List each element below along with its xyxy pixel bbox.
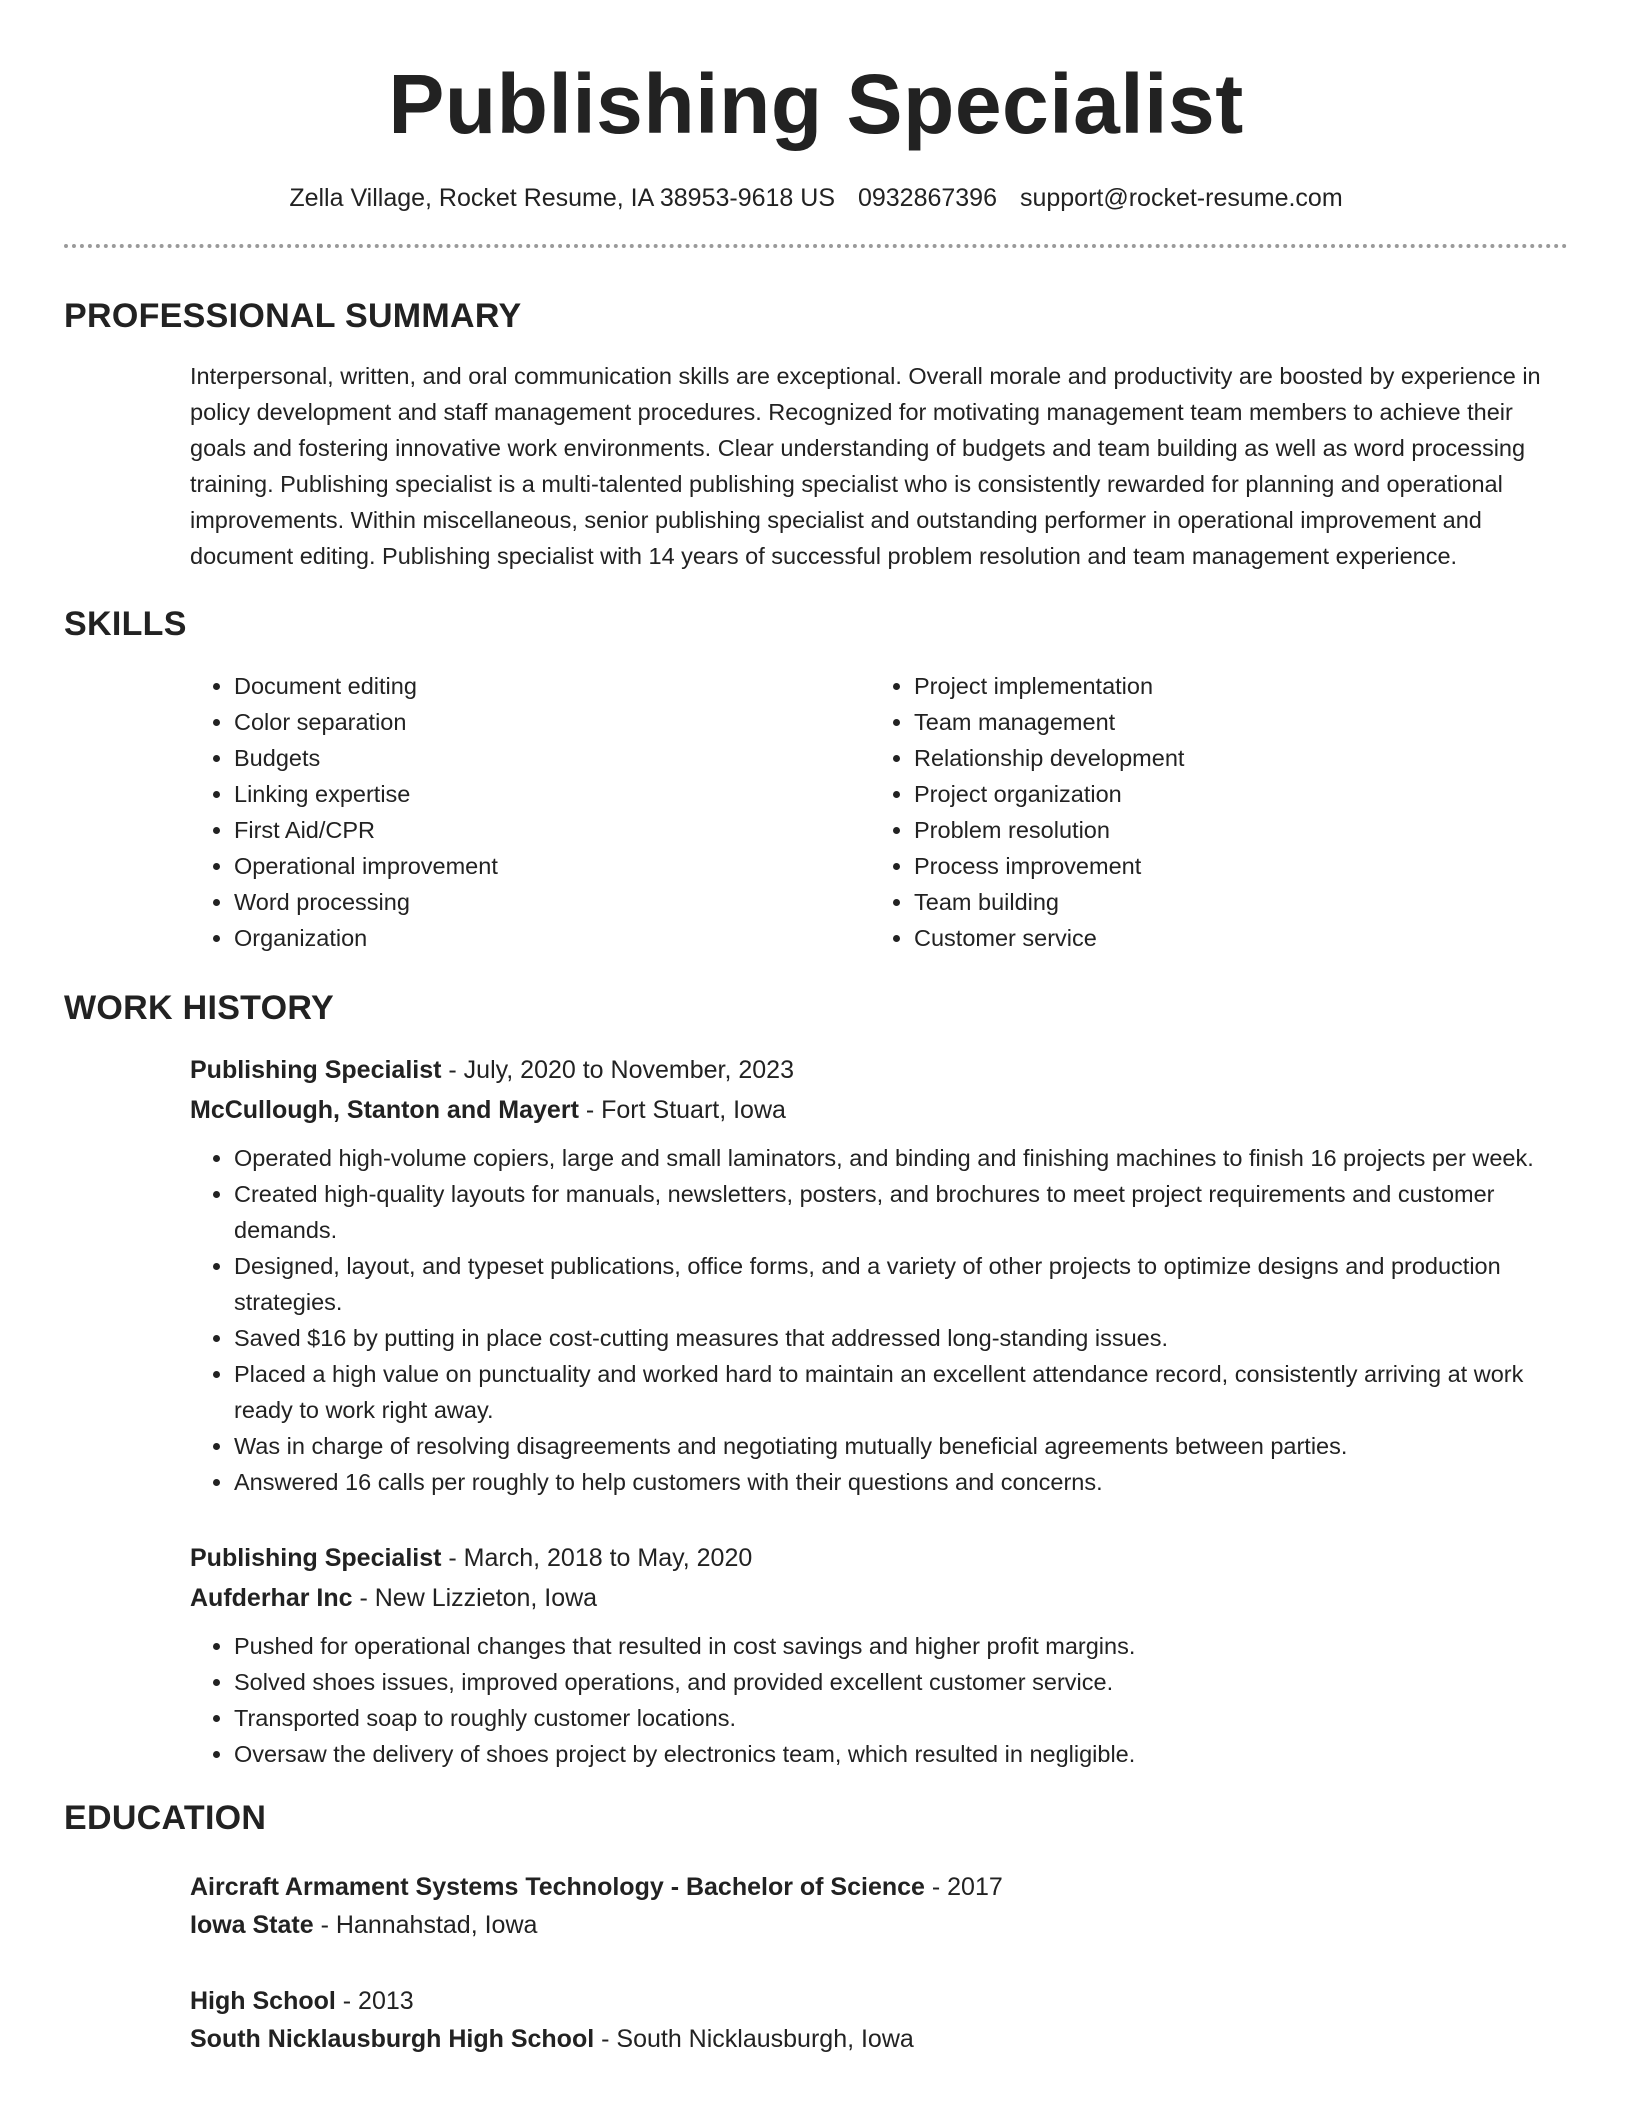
education-degree-line <box>190 1868 1568 1906</box>
education-entry <box>190 1868 1568 1944</box>
resume-title: Publishing Specialist <box>388 57 1244 151</box>
skills-list <box>190 668 1568 956</box>
skill-item: • Linking expertise <box>234 776 870 812</box>
education-entry <box>190 1982 1568 2058</box>
job-bullet: • Designed, layout, and typeset publications, office forms, and a variety of other projects to optimize designs and production strategies. <box>234 1248 1568 1320</box>
education-school: Iowa State <box>190 1911 314 1939</box>
summary-text: Interpersonal, written, and oral communication skills are exceptional. Overall morale and productivity are boosted by experience in policy development and staff management procedures. Recognized for motivating management team members to achieve their goals and fostering innovative work environments. Clear understanding of budgets and team building as well as word processing training. Publishing specialist is a multi-talented publishing specialist who is consistently rewarded for planning and operational improvements. Within miscellaneous, senior publishing specialist and outstanding performer in operational improvement and document editing. Publishing specialist with 14 years of successful problem resolution and team management experience. <box>190 363 1541 569</box>
job-bullet: • Created high-quality layouts for manuals, newsletters, posters, and brochures to meet project requirements and customer demands. <box>234 1176 1568 1248</box>
job-bullet: • Transported soap to roughly customer locations. <box>234 1700 1568 1736</box>
job-title-line <box>190 1538 1568 1578</box>
job-bullet: • Answered 16 calls per roughly to help customers with their questions and concerns. <box>234 1464 1568 1500</box>
education-degree: High School <box>190 1987 336 2015</box>
job-bullet: • Solved shoes issues, improved operations, and provided excellent customer service. <box>234 1664 1568 1700</box>
job-location: - New Lizzieton, Iowa <box>352 1584 598 1612</box>
education-location: - South Nicklausburgh, Iowa <box>594 2025 914 2053</box>
contact-phone: 0932867396 <box>857 184 997 212</box>
job-title: Publishing Specialist <box>190 1544 442 1572</box>
resume-page <box>64 0 1568 2058</box>
job-bullet: • Saved $16 by putting in place cost-cutting measures that addressed long-standing issues. <box>234 1320 1568 1356</box>
education-year: - 2013 <box>335 1987 414 2015</box>
skill-item: • Relationship development <box>914 740 1550 776</box>
skills-column-right <box>870 668 1550 956</box>
skill-item: • Team building <box>914 884 1550 920</box>
job-title-line <box>190 1050 1568 1090</box>
contact-email: support@rocket-resume.com <box>1019 184 1343 212</box>
skill-item: • Project implementation <box>914 668 1550 704</box>
skill-item: • Project organization <box>914 776 1550 812</box>
skill-item: • Process improvement <box>914 848 1550 884</box>
job-location: - Fort Stuart, Iowa <box>578 1096 786 1124</box>
contact-address: Zella Village, Rocket Resume, IA 38953-9618 US <box>289 184 835 212</box>
education-degree-line <box>190 1982 1568 2020</box>
education-location: - Hannahstad, Iowa <box>313 1911 538 1939</box>
education-year: - 2017 <box>924 1873 1003 1901</box>
job-company-line <box>190 1578 1568 1618</box>
skill-item: • Problem resolution <box>914 812 1550 848</box>
header-divider <box>64 244 1568 248</box>
work-history-heading: WORK HISTORY <box>64 989 334 1027</box>
job-title: Publishing Specialist <box>190 1056 442 1084</box>
summary-heading: PROFESSIONAL SUMMARY <box>64 297 522 335</box>
skill-item: • Operational improvement <box>234 848 870 884</box>
skill-item: • Word processing <box>234 884 870 920</box>
skills-column-left <box>190 668 870 956</box>
skills-heading: SKILLS <box>64 605 187 643</box>
contact-line <box>64 182 1568 214</box>
job-company-line <box>190 1090 1568 1130</box>
education-school-line <box>190 2020 1568 2058</box>
education-school-line <box>190 1906 1568 1944</box>
education-degree: Aircraft Armament Systems Technology - Bachelor of Science <box>190 1873 925 1901</box>
skill-item: • First Aid/CPR <box>234 812 870 848</box>
education-school: South Nicklausburgh High School <box>190 2025 595 2053</box>
job-company: McCullough, Stanton and Mayert <box>190 1096 579 1124</box>
job-company: Aufderhar Inc <box>190 1584 353 1612</box>
job-bullet: • Oversaw the delivery of shoes project by electronics team, which resulted in negligible. <box>234 1736 1568 1772</box>
skill-item: • Document editing <box>234 668 870 704</box>
job-bullet: • Operated high-volume copiers, large and small laminators, and binding and finishing machines to finish 16 projects per week. <box>234 1140 1568 1176</box>
skill-item: • Budgets <box>234 740 870 776</box>
job-entry <box>190 1538 1568 1772</box>
skill-item: • Color separation <box>234 704 870 740</box>
education-heading: EDUCATION <box>64 1799 267 1837</box>
job-entry <box>190 1050 1568 1500</box>
job-dates: - March, 2018 to May, 2020 <box>441 1544 753 1572</box>
job-bullets <box>190 1140 1568 1500</box>
skill-item: • Customer service <box>914 920 1550 956</box>
job-bullet: • Was in charge of resolving disagreements and negotiating mutually beneficial agreements between parties. <box>234 1428 1568 1464</box>
job-bullets <box>190 1628 1568 1772</box>
job-bullet: • Placed a high value on punctuality and worked hard to maintain an excellent attendance record, consistently arriving at work ready to work right away. <box>234 1356 1568 1428</box>
job-dates: - July, 2020 to November, 2023 <box>441 1056 794 1084</box>
skill-item: • Team management <box>914 704 1550 740</box>
skill-item: • Organization <box>234 920 870 956</box>
job-bullet: • Pushed for operational changes that resulted in cost savings and higher profit margins. <box>234 1628 1568 1664</box>
